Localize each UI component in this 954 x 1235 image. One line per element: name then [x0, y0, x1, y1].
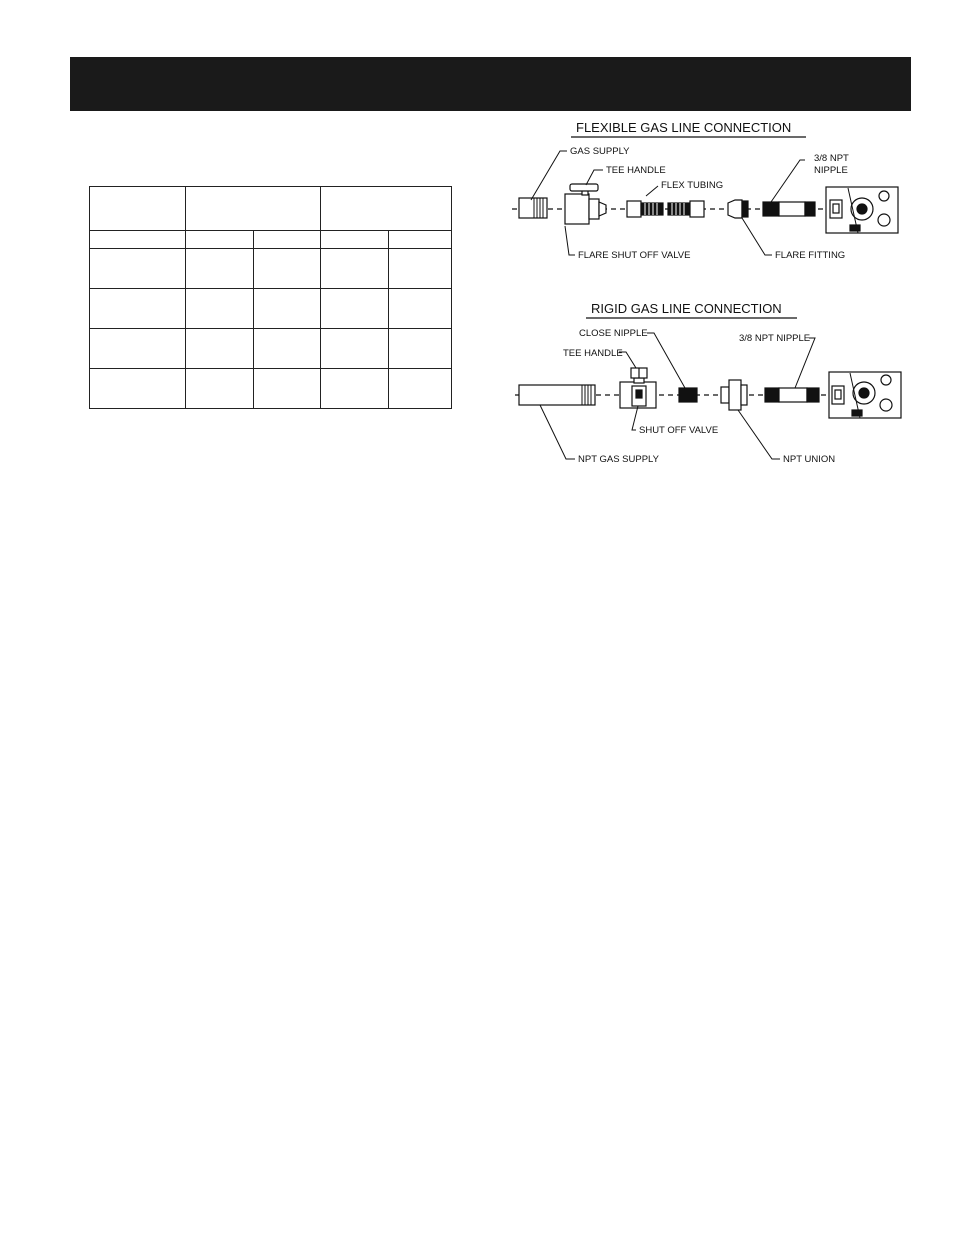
table-cell	[389, 249, 452, 289]
table-cell	[321, 289, 389, 329]
label-npt-nipple-line2: NIPPLE	[814, 165, 848, 176]
flare-fitting	[728, 200, 748, 218]
table-cell	[321, 249, 389, 289]
npt-gas-supply-pipe	[519, 385, 595, 405]
table-cell	[186, 329, 254, 369]
table-cell	[254, 369, 321, 409]
flexible-diagram-title: FLEXIBLE GAS LINE CONNECTION	[576, 120, 792, 135]
gas-valve-body	[826, 187, 898, 233]
table-cell	[321, 187, 452, 231]
table-cell	[90, 329, 186, 369]
label-flare-fitting: FLARE FITTING	[775, 250, 846, 261]
table-cell	[321, 369, 389, 409]
table-cell	[90, 231, 186, 249]
label-npt-nipple-line1: 3/8 NPT	[814, 153, 849, 164]
label-npt-union: NPT UNION	[783, 454, 836, 465]
label-gas-supply: GAS SUPPLY	[570, 146, 630, 157]
table-cell	[389, 289, 452, 329]
table-cell	[321, 329, 389, 369]
label-shutoff-valve: SHUT OFF VALVE	[639, 425, 719, 436]
label-flare-shutoff: FLARE SHUT OFF VALVE	[578, 250, 691, 261]
gas-line-diagrams	[505, 115, 915, 480]
table-cell	[254, 249, 321, 289]
label-npt-gas-supply: NPT GAS SUPPLY	[578, 454, 659, 465]
rigid-diagram-title: RIGID GAS LINE CONNECTION	[591, 301, 782, 316]
label-close-nipple: CLOSE NIPPLE	[579, 328, 648, 339]
table-cell	[389, 231, 452, 249]
table-cell	[186, 289, 254, 329]
table-cell	[254, 329, 321, 369]
gas-valve-body	[829, 372, 901, 418]
table-cell	[389, 369, 452, 409]
table-row	[90, 329, 452, 369]
close-nipple	[679, 388, 697, 402]
table-cell	[186, 231, 254, 249]
table-row	[90, 289, 452, 329]
label-npt-nipple: 3/8 NPT NIPPLE	[739, 333, 811, 344]
npt-union	[721, 380, 747, 410]
shutoff-valve	[620, 368, 656, 408]
npt-nipple	[763, 202, 815, 216]
table-cell	[186, 369, 254, 409]
label-tee-handle: TEE HANDLE	[563, 348, 623, 359]
table-header-row	[90, 187, 452, 231]
table-cell	[254, 289, 321, 329]
table-cell	[90, 249, 186, 289]
table-cell	[90, 289, 186, 329]
npt-nipple	[765, 388, 819, 402]
table-cell	[321, 231, 389, 249]
table-cell	[186, 187, 321, 231]
table-row	[90, 249, 452, 289]
label-flex-tubing: FLEX TUBING	[661, 180, 724, 191]
flare-shutoff-valve	[565, 184, 606, 224]
table-cell	[90, 187, 186, 231]
table-cell	[389, 329, 452, 369]
table-cell	[254, 231, 321, 249]
table-subheader-row	[90, 231, 452, 249]
label-tee-handle: TEE HANDLE	[606, 165, 666, 176]
table-cell	[186, 249, 254, 289]
section-header-bar	[70, 57, 911, 111]
gas-supply-pipe	[519, 198, 547, 218]
table-row	[90, 369, 452, 409]
pressure-table	[89, 186, 452, 409]
table-cell	[90, 369, 186, 409]
